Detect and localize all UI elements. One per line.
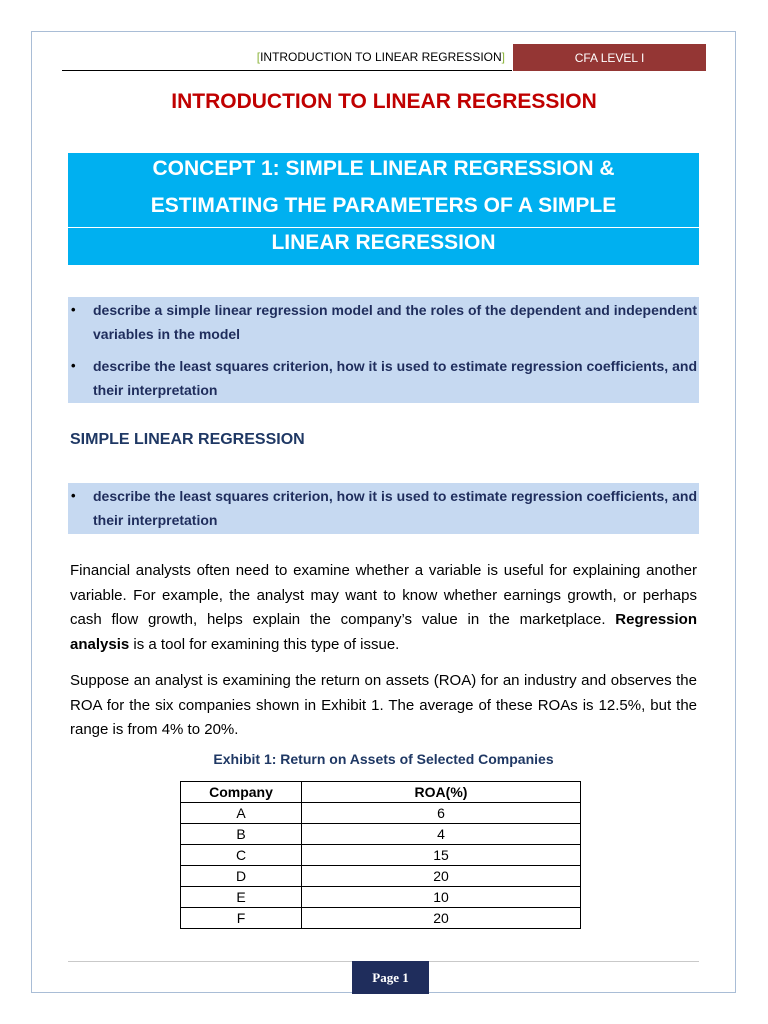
roa-cell: 20 bbox=[302, 866, 581, 887]
page-title: INTRODUCTION TO LINEAR REGRESSION bbox=[171, 90, 597, 113]
concept-banner bbox=[68, 153, 699, 265]
table-row bbox=[181, 866, 581, 887]
concept-line-1: CONCEPT 1: SIMPLE LINEAR REGRESSION & bbox=[152, 157, 615, 180]
roa-cell: 10 bbox=[302, 887, 581, 908]
roa-table bbox=[180, 781, 581, 929]
roa-cell: 4 bbox=[302, 824, 581, 845]
company-cell: C bbox=[181, 845, 302, 866]
learning-outcome-item bbox=[68, 354, 697, 402]
concept-line-2: ESTIMATING THE PARAMETERS OF A SIMPLE bbox=[150, 194, 617, 217]
section-learning-outcome-box bbox=[68, 483, 699, 534]
page-number: Page 1 bbox=[352, 961, 429, 994]
learning-outcome-text: describe the least squares criterion, how it is used to estimate regression coefficients, and their interpretation bbox=[93, 488, 697, 528]
header-rule bbox=[62, 70, 512, 71]
paragraph-text: Financial analysts often need to examine whether a variable is useful for explaining another variable. For example, the analyst may want to know whether earnings growth, or perhaps cash flow growth, helps explain the company’s value in the marketplace. bbox=[70, 562, 697, 628]
roa-cell: 20 bbox=[302, 908, 581, 929]
column-header-roa: ROA(%) bbox=[302, 782, 581, 803]
roa-cell: 6 bbox=[302, 803, 581, 824]
concept-line-3: LINEAR REGRESSION bbox=[271, 231, 496, 254]
learning-outcomes-box bbox=[68, 297, 699, 403]
table-row bbox=[181, 908, 581, 929]
company-cell: E bbox=[181, 887, 302, 908]
table-row bbox=[181, 887, 581, 908]
bullet-icon: • bbox=[71, 358, 76, 373]
section-heading: SIMPLE LINEAR REGRESSION bbox=[70, 431, 305, 448]
table-row bbox=[181, 803, 581, 824]
learning-outcome-item bbox=[68, 298, 697, 346]
table-row bbox=[181, 845, 581, 866]
running-header: [INTRODUCTION TO LINEAR REGRESSION] bbox=[256, 50, 505, 64]
learning-outcome-item bbox=[68, 484, 697, 532]
company-cell: B bbox=[181, 824, 302, 845]
exhibit-title: Exhibit 1: Return on Assets of Selected Companies bbox=[213, 751, 554, 767]
bold-term: Regression analysis bbox=[70, 611, 697, 653]
column-header-company: Company bbox=[181, 782, 302, 803]
paragraph-text: is a tool for examining this type of issue. bbox=[129, 635, 400, 653]
table-row bbox=[181, 824, 581, 845]
learning-outcome-text: describe the least squares criterion, how it is used to estimate regression coefficients, and their interpretation bbox=[93, 358, 697, 398]
company-cell: F bbox=[181, 908, 302, 929]
learning-outcome-text: describe a simple linear regression model and the roles of the dependent and independent variables in the model bbox=[93, 302, 697, 342]
bullet-icon: • bbox=[71, 302, 76, 317]
company-cell: A bbox=[181, 803, 302, 824]
running-header-text: INTRODUCTION TO LINEAR REGRESSION bbox=[260, 50, 502, 64]
concept-divider bbox=[68, 227, 699, 228]
bullet-icon: • bbox=[71, 488, 76, 503]
company-cell: D bbox=[181, 866, 302, 887]
roa-cell: 15 bbox=[302, 845, 581, 866]
paragraph-regression-intro bbox=[70, 559, 697, 657]
paragraph-roa-example: Suppose an analyst is examining the return on assets (ROA) for an industry and observes the ROA for the six companies shown in Exhibit 1. The average of these ROAs is 12.5%, but the range is from 4% to 20%. bbox=[70, 672, 697, 738]
level-badge: CFA LEVEL I bbox=[513, 44, 706, 71]
table-header-row bbox=[181, 782, 581, 803]
